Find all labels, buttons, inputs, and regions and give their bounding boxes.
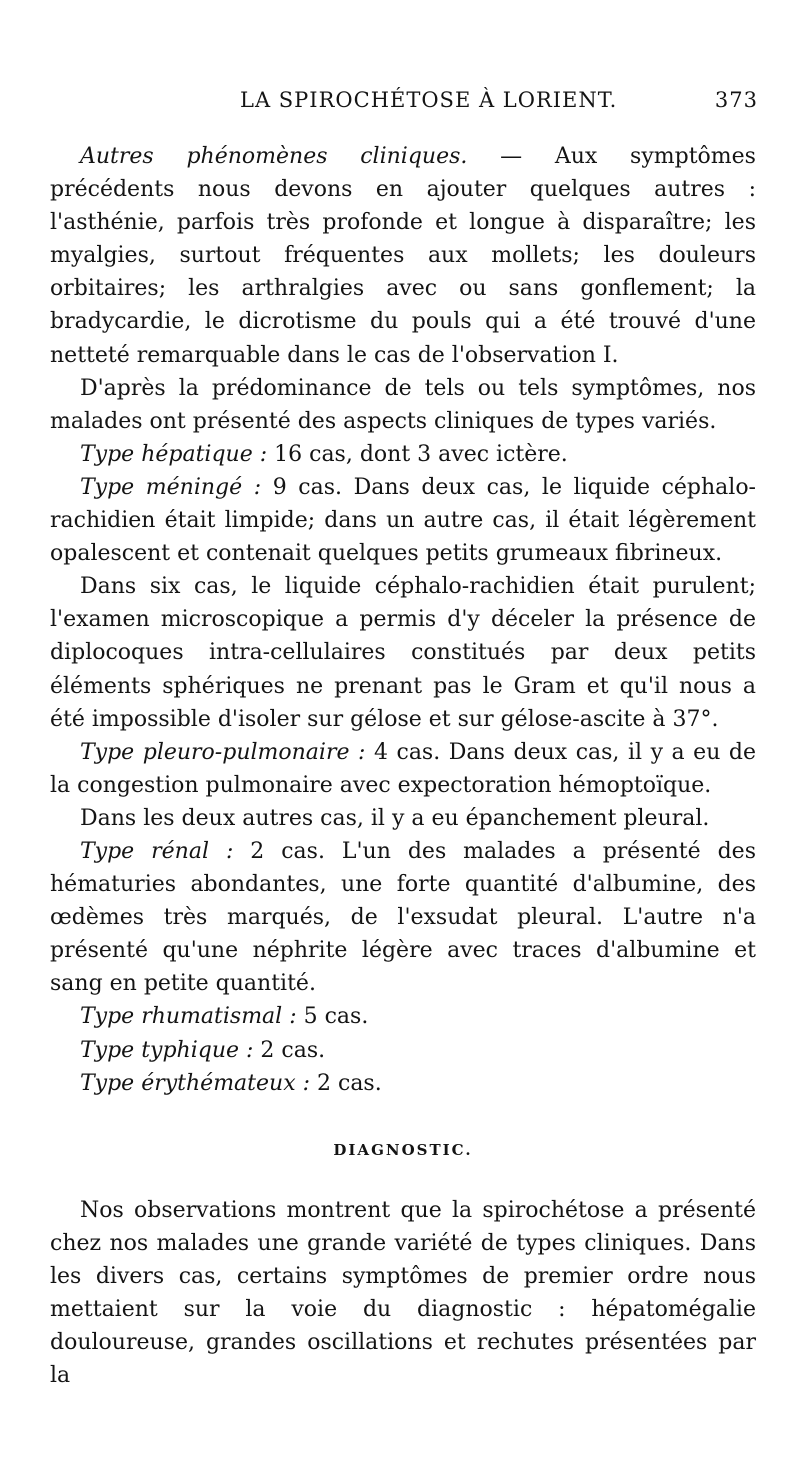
type-text: 4 cas. Dans deux cas, il y a eu de la congestion pulmonaire avec expectoration hémoptoïque. <box>50 739 756 798</box>
type-text: 2 cas. <box>253 1037 326 1063</box>
page-body <box>50 140 756 1392</box>
running-header <box>50 88 758 118</box>
type-hepatique <box>50 438 756 471</box>
type-label: Type hépatique : <box>80 441 268 467</box>
type-label: Type érythémateux : <box>80 1070 311 1096</box>
paragraph-meninge-continued: Dans six cas, le liquide céphalo-rachidien était purulent; l'examen microscopique a permis d'y déceler la présence de diplocoques intra-cellulaires constitués par deux petits éléments sphériques ne prenant pas le Gram et qu'il nous a été impossible d'isoler sur gélose et sur gélose-ascite à 37°. <box>50 574 756 732</box>
type-text: 2 cas. L'un des malades a présenté des hématuries abondantes, une forte quantité d'albumine, des œdèmes très marqués, de l'exsudat pleural. L'autre n'a présenté qu'une néphrite légère avec traces d'albumine et sang en petite quantité. <box>50 838 756 997</box>
type-meninge <box>50 471 756 570</box>
type-pleuro-pulmonaire <box>50 736 756 802</box>
paragraph-text: — Aux symptômes précédents nous devons en ajouter quelques autres : l'asthénie, parfois très profonde et longue à disparaître; les myalgies, surtout fréquentes aux mollets; les douleurs orbitaires; les arthralgies avec ou sans gonflement; la bradycardie, le dicrotisme du pouls qui a été trouvé d'une netteté remarquable dans le cas de l'observation I. <box>50 144 756 368</box>
type-text: 16 cas, dont 3 avec ictère. <box>267 441 568 467</box>
type-label: Type rhumatismal : <box>80 1004 297 1030</box>
type-text: 2 cas. <box>310 1070 382 1096</box>
paragraph-clinical-types: D'après la prédominance de tels ou tels symptômes, nos malades ont présenté des aspects cliniques de types variés. <box>50 375 756 434</box>
section-heading-diagnostic: DIAGNOSTIC. <box>333 1140 473 1159</box>
type-label: Type typhique : <box>80 1037 254 1063</box>
running-title: LA SPIROCHÉTOSE À LORIENT. <box>240 88 618 112</box>
paragraph-label: Autres phénomènes cliniques. <box>80 144 468 169</box>
type-typhique <box>50 1034 756 1067</box>
type-erythemateux <box>50 1067 756 1100</box>
type-label: Type méningé : <box>80 474 262 500</box>
paragraph-other-phenomena <box>50 140 756 372</box>
type-label: Type rénal : <box>80 838 234 864</box>
type-text: 9 cas. Dans deux cas, le liquide céphalo-rachidien était limpide; dans un autre cas, il était légèrement opalescent et contenait quelques petits grumeaux fibrineux. <box>50 474 756 567</box>
type-label: Type pleuro-pulmonaire : <box>80 739 366 765</box>
type-renal <box>50 835 756 1000</box>
paragraph-pleuro-continued: Dans les deux autres cas, il y a eu épanchement pleural. <box>80 805 710 831</box>
type-text: 5 cas. <box>296 1004 369 1030</box>
paragraph-diagnostic: Nos observations montrent que la spirochétose a présenté chez nos malades une grande variété de types cliniques. Dans les divers cas, certains symptômes de premier ordre nous mettaient sur la voie du diagnostic : hépatomégalie douloureuse, grandes oscillations et rechutes présentées par la <box>50 1197 756 1389</box>
page-number: 373 <box>714 88 758 112</box>
type-rhumatismal <box>50 1000 756 1033</box>
